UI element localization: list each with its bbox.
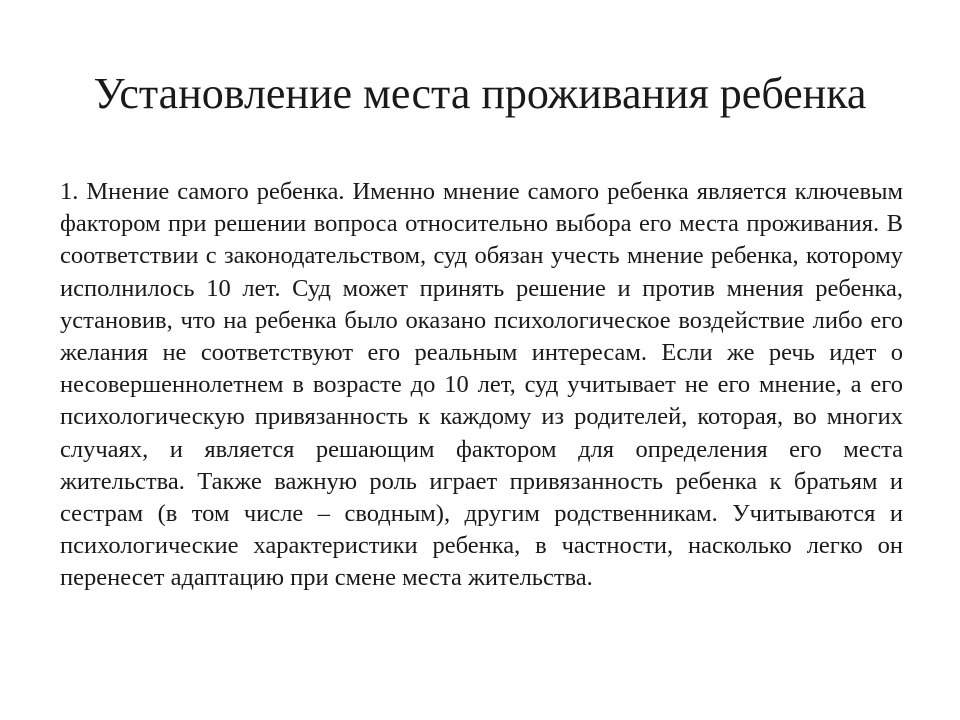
slide-body-text: 1. Мнение самого ребенка. Именно мнение самого ребенка является ключевым фактором при решении вопроса относительно выбора его места проживания. В соответствии с законодательством, суд обязан учесть мнение ребенка, которому исполнилось 10 лет. Суд может принять решение и против мнения ребенка, установив, что на ребенка было оказано психологическое воздействие либо его желания не соответствуют его реальным интересам. Если же речь идет о несовершеннолетнем в возрасте до 10 лет, суд учитывает не его мнение, а его психологическую привязанность к каждому из родителей, которая, во многих случаях, и является решающим фактором для определения его места жительства. Также важную роль играет привязанность ребенка к братьям и сестрам (в том числе – сводным), другим родственникам. Учитываются и психологические характеристики ребенка, в частности, насколько легко он перенесет адаптацию при смене места жительства.: [60, 178, 903, 592]
slide-title: Установление места проживания ребенка: [93, 69, 867, 118]
